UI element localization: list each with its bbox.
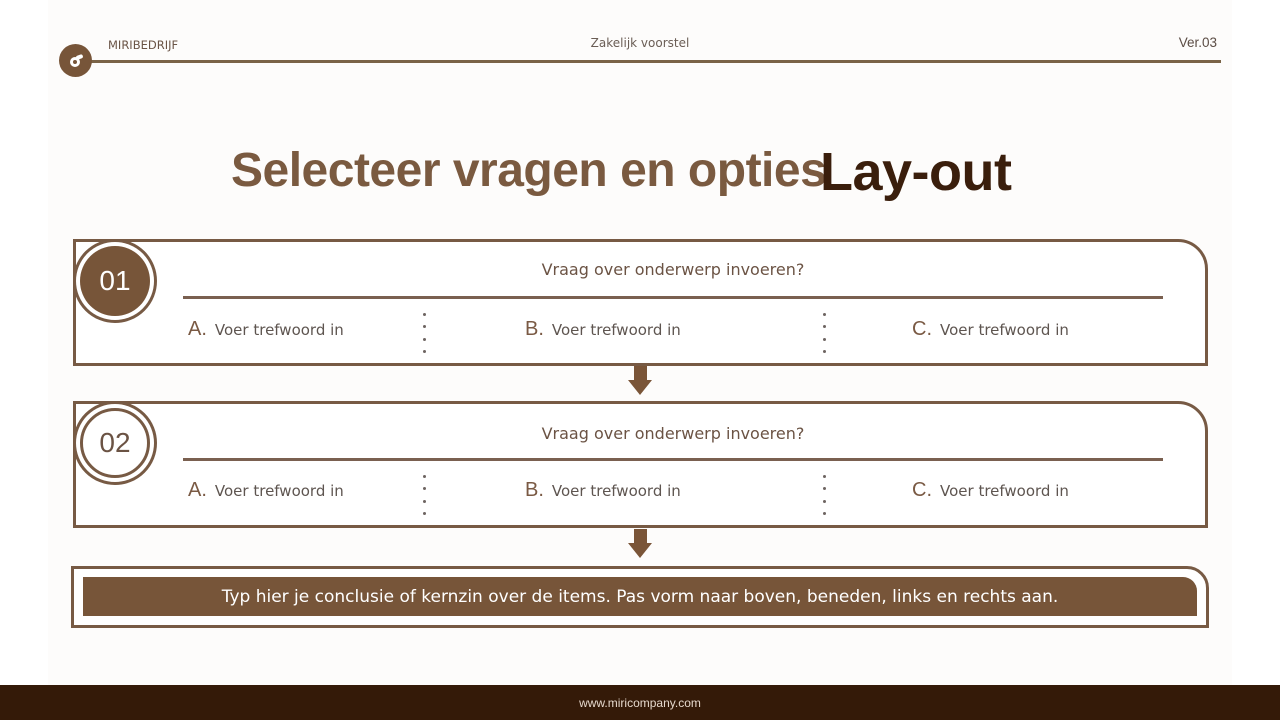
option-1c [912, 318, 1069, 341]
option-text: Voer trefwoord in [214, 482, 344, 500]
down-arrow-icon [628, 366, 653, 396]
dotted-separator [422, 313, 426, 353]
question-card-2 [73, 401, 1208, 528]
option-2c [912, 479, 1069, 502]
number-badge-2 [73, 401, 157, 485]
footer-url: www.miricompany.com [579, 695, 701, 710]
option-1a [188, 318, 344, 341]
layout-title-overlay: Lay-out [820, 142, 1012, 202]
brand-name: MIRIBEDRIJF [108, 38, 179, 52]
option-letter: C. [912, 318, 932, 340]
version-label: Ver.03 [1178, 35, 1217, 50]
question-text-2: Vraag over onderwerp invoeren? [541, 424, 805, 443]
option-text: Voer trefwoord in [940, 321, 1069, 339]
logo-glyph-icon [69, 55, 83, 67]
number-badge-1 [73, 239, 157, 323]
number-badge-label: 01 [80, 246, 150, 316]
conclusion-text: Typ hier je conclusie of kernzin over de items. Pas vorm naar boven, beneden, links en rechts aan. [221, 586, 1059, 607]
option-1b [525, 318, 681, 341]
option-text: Voer trefwoord in [551, 321, 681, 339]
question-text-1: Vraag over onderwerp invoeren? [541, 260, 805, 279]
option-text: Voer trefwoord in [551, 482, 681, 500]
dotted-separator [822, 475, 826, 515]
question-divider-2 [183, 458, 1163, 461]
dotted-separator [822, 313, 826, 353]
question-divider-1 [183, 296, 1163, 299]
slide-title: Selecteer vragen en opties [231, 144, 827, 197]
dotted-separator [422, 475, 426, 515]
option-letter: B. [525, 479, 544, 501]
option-letter: B. [525, 318, 544, 340]
option-text: Voer trefwoord in [214, 321, 344, 339]
option-letter: A. [188, 318, 207, 340]
conclusion-banner [83, 577, 1197, 616]
option-2b [525, 479, 681, 502]
document-title: Zakelijk voorstel [590, 36, 690, 50]
down-arrow-icon [628, 529, 653, 559]
option-2a [188, 479, 344, 502]
footer-bar [0, 685, 1280, 720]
option-letter: C. [912, 479, 932, 501]
option-text: Voer trefwoord in [940, 482, 1069, 500]
option-letter: A. [188, 479, 207, 501]
question-card-1 [73, 239, 1208, 366]
number-badge-label: 02 [80, 408, 150, 478]
header-rule [75, 60, 1221, 63]
